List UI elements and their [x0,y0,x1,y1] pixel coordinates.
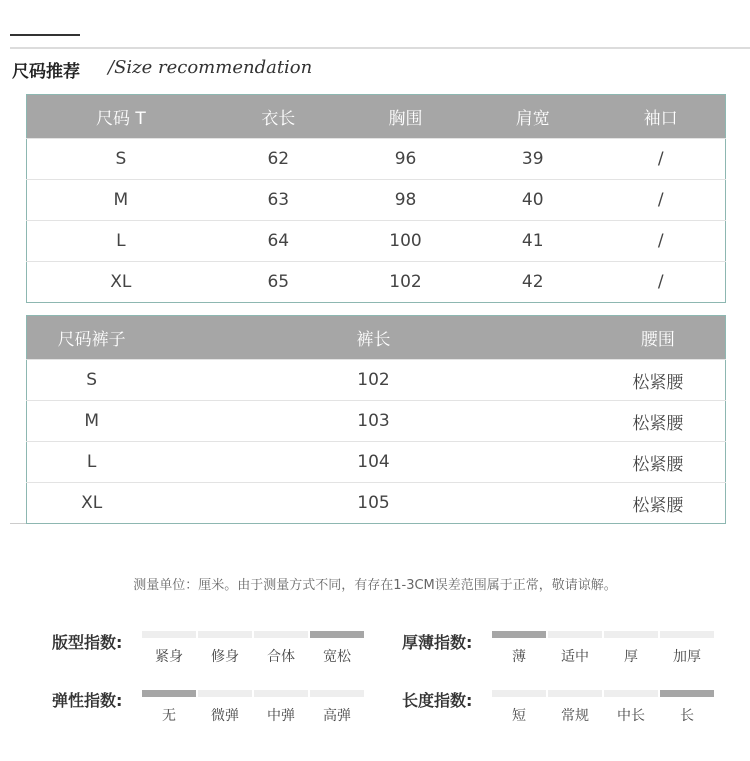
table-cell: 松紧腰 [591,401,726,442]
header-cell: 袖口 [596,95,725,139]
table-cell: 102 [156,360,590,401]
index-bar [660,631,714,638]
table-cell: 65 [215,262,342,303]
index-option [142,631,196,666]
table-cell: 松紧腰 [591,360,726,401]
table-row [27,401,726,442]
header-divider [10,47,750,49]
index-option [254,631,308,666]
table-cell: 40 [469,180,596,221]
table-row [27,180,726,221]
table-cell: / [596,180,725,221]
index-option-label: 高弹 [323,708,351,724]
table-cell: 103 [156,401,590,442]
index-option [492,631,546,666]
table-cell: 100 [342,221,469,262]
header-cell: 尺码裤子 [27,316,157,360]
table-header-row [27,316,726,360]
header-accent-line [10,34,80,36]
index-option-label: 常规 [561,708,589,724]
index-option-label: 修身 [211,649,239,665]
fit-index-label: 版型指数: [52,633,123,652]
index-option-label: 紧身 [155,649,183,665]
elasticity-index-label: 弹性指数: [52,691,123,710]
table-cell: 松紧腰 [591,483,726,524]
table-row [27,262,726,303]
table-row [27,442,726,483]
index-bar [310,690,364,697]
index-option [198,690,252,725]
thickness-index-label: 厚薄指数: [402,633,473,652]
table-cell: M [27,180,215,221]
index-bar [254,690,308,697]
table-cell: 104 [156,442,590,483]
index-bar-selected [492,631,546,638]
table-cell: L [27,221,215,262]
table-cell: 102 [342,262,469,303]
index-option-label: 中弹 [267,708,295,724]
table-cell: 98 [342,180,469,221]
index-bar [548,631,602,638]
table-cell: / [596,139,725,180]
index-bar [548,690,602,697]
index-option-label: 中长 [617,708,645,724]
section-title: 尺码推荐 [12,62,80,82]
table-cell: 105 [156,483,590,524]
section-subtitle: /Size recommendation [108,57,313,78]
header-cell: 衣长 [215,95,342,139]
measurement-note: 测量单位：厘米。由于测量方式不同，有存在1-3CM误差范围属于正常，敬请谅解。 [133,578,617,593]
table-cell: XL [27,483,157,524]
table-cell: XL [27,262,215,303]
table-cell: 39 [469,139,596,180]
table-cell: 63 [215,180,342,221]
index-option [548,631,602,666]
index-option-label: 加厚 [673,649,701,665]
table-header-row [27,95,726,139]
index-bar-selected [660,690,714,697]
header-cell: 肩宽 [469,95,596,139]
table-cell: 42 [469,262,596,303]
index-option-label: 长 [680,708,694,724]
table-row [27,221,726,262]
index-bar [142,631,196,638]
index-option [660,631,714,666]
side-divider [10,523,26,524]
index-option [310,690,364,725]
index-option [660,690,714,725]
table-cell: 松紧腰 [591,442,726,483]
index-bar-selected [310,631,364,638]
table-row [27,139,726,180]
header-cell: 胸围 [342,95,469,139]
table-cell: S [27,360,157,401]
index-option-label: 短 [512,708,526,724]
index-option [254,690,308,725]
header-cell: 尺码 T [27,95,215,139]
index-bar [254,631,308,638]
index-option-label: 适中 [561,649,589,665]
index-option-label: 合体 [267,649,295,665]
table-cell: / [596,262,725,303]
table-cell: 96 [342,139,469,180]
length-index-label: 长度指数: [402,691,473,710]
table-cell: 62 [215,139,342,180]
table-cell: 41 [469,221,596,262]
index-option-label: 厚 [624,649,638,665]
index-option [142,690,196,725]
table-cell: / [596,221,725,262]
table-cell: 64 [215,221,342,262]
table-cell: L [27,442,157,483]
index-bar [198,631,252,638]
index-option [310,631,364,666]
index-option [604,690,658,725]
index-bar [604,690,658,697]
pants-size-table [26,315,726,524]
index-option [198,631,252,666]
index-option [548,690,602,725]
top-size-table [26,94,726,303]
table-cell: S [27,139,215,180]
header-cell: 腰围 [591,316,726,360]
index-option-label: 微弹 [211,708,239,724]
table-row [27,483,726,524]
index-option [604,631,658,666]
header-cell: 裤长 [156,316,590,360]
index-option-label: 宽松 [323,649,351,665]
index-bar [492,690,546,697]
table-row [27,360,726,401]
index-option-label: 薄 [512,649,526,665]
index-bar-selected [142,690,196,697]
index-bar [604,631,658,638]
index-option-label: 无 [162,708,176,724]
table-cell: M [27,401,157,442]
index-bar [198,690,252,697]
index-option [492,690,546,725]
